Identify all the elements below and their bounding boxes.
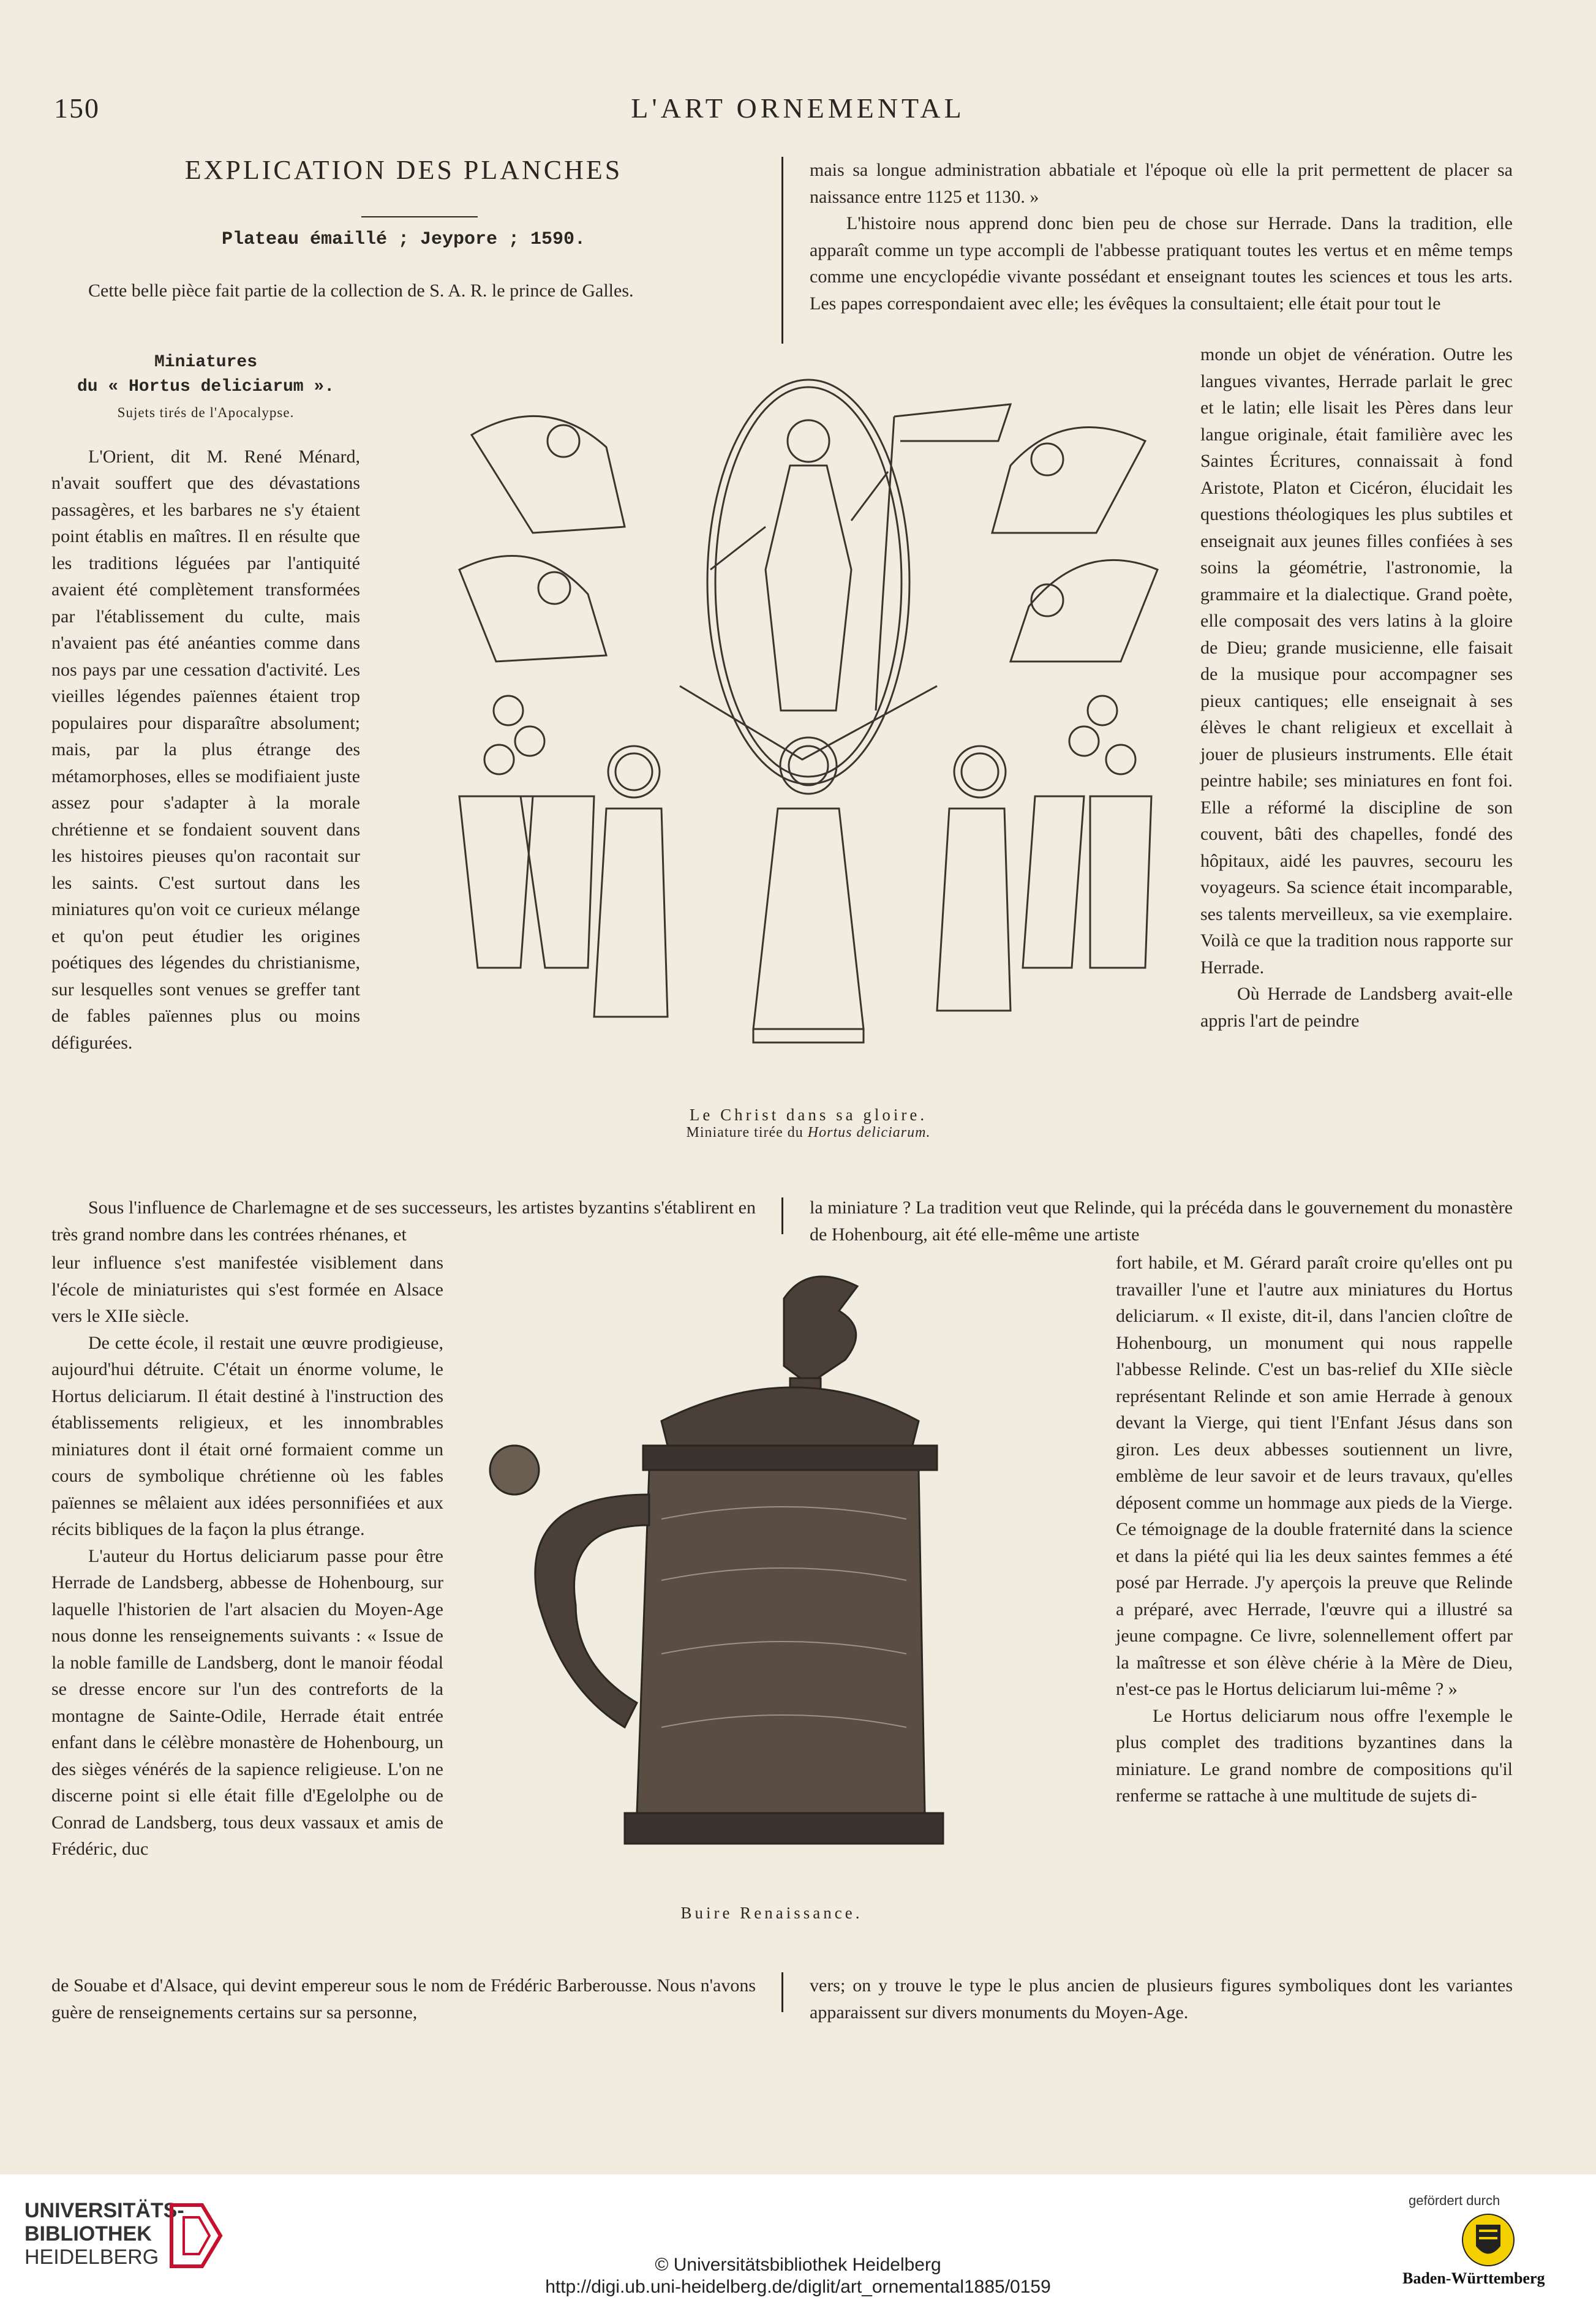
paragraph: fort habile, et M. Gérard paraît croire qu'elles ont pu travailler l'une et l'autre aux miniatures du Hortus deliciarum. « Il existe, dit-il, dans l'ancien cloître de Hohenbourg, un monument qui nous rappelle l'abbesse Relinde. C'est un bas-relief du XIIe siècle représentant Relinde et son amie Herrade à genoux devant la Vierge, qui tient l'Enfant Jésus dans son giron. Les deux abbesses soutiennent un livre, emblème de leur savoir et de leurs travaux, qu'elles déposent comme un hommage aux pieds de la Vierge. Ce témoignage de la double fraternité dans la science et dans la piété qui lia les deux saintes femmes a été posé par Herrade. J'y aperçois la preuve que Relinde a préparé, avec Herrade, l'œuvre qui a illustré sa jeune compagne. Ce livre, solennellement offert par la maîtresse et son élève chérie à la Mère de Dieu, n'est-ce pas le Hortus deliciarum lui-même ? » — [1116, 1253, 1513, 1699]
left-narrow-column — [51, 350, 360, 1056]
left-top-column — [51, 157, 756, 304]
christ-in-glory-illustration — [423, 368, 1194, 1084]
paragraph: L'auteur du Hortus deliciarum passe pour être Herrade de Landsberg, abbesse de Hohenbourg, sur laquelle l'historien de l'art alsacien du Moyen-Age nous donne les renseignements suivants : « Issue de la noble famille de Landsberg, dont le manoir féodal se dresse encore sur l'un des contreforts de la montagne de Sainte-Odile, Herrade était entrée enfant dans le célèbre monastère de Hohenbourg, un des sièges vénérés de la sapience religieuse. L'on ne discerne point si elle était fille d'Egelolphe ou de Conrad de Landsberg, tous deux vassaux et amis de Frédéric, duc — [51, 1545, 443, 1859]
paragraph: L'histoire nous apprend donc bien peu de chose sur Herrade. Dans la tradition, elle apparaît comme un type accompli de l'abbesse pratiquant toutes les vertus et en même temps comme une encyclopédie vivante possédant et enseignant toutes les sciences et tous les arts. Les papes correspondaient avec elle; les évêques la consultaient; elle était pour tout le — [810, 213, 1513, 314]
plate-title: Plateau émaillé ; Jeypore ; 1590. — [221, 228, 586, 250]
paragraph: Où Herrade de Landsberg avait-elle appris l'art de peindre — [1200, 984, 1513, 1031]
plate-text: Cette belle pièce fait partie de la collection de S. A. R. le prince de Galles. — [88, 281, 634, 301]
page-number: 150 — [54, 92, 100, 124]
miniatures-subtitle: Sujets tirés de l'Apocalypse. — [117, 405, 295, 420]
tankard-illustration — [441, 1262, 1102, 1899]
funded-by: gefördert durch — [1409, 2193, 1500, 2208]
miniatures-title: Miniatures — [154, 353, 258, 372]
christ-caption-title: Le Christ dans sa gloire. — [689, 1106, 928, 1124]
permalink[interactable]: http://digi.ub.uni-heidelberg.de/diglit/art_ornemental1885/0159 — [545, 2277, 1051, 2297]
christ-caption-subtitle: Miniature tirée du Hortus deliciarum. — [686, 1125, 931, 1141]
lower-left-column — [51, 1250, 443, 1863]
tankard-drawing — [441, 1262, 1102, 1899]
library-logo-line1: UNIVERSITÄTS- — [24, 2199, 184, 2222]
copyright-text: © Universitätsbibliothek Heidelberg — [655, 2255, 941, 2275]
column-rule — [781, 157, 783, 344]
paragraph: vers; on y trouve le type le plus ancien de plusieurs figures symboliques dont les variantes apparaissent sur divers monuments du Moyen-Age. — [810, 1975, 1513, 2023]
miniature-drawing — [423, 368, 1194, 1084]
library-logo-line3: HEIDELBERG — [24, 2245, 159, 2269]
paragraph: leur influence s'est manifestée visiblement dans l'école de miniaturistes qui s'est formée en Alsace vers le XIIe siècle. — [51, 1253, 443, 1326]
paragraph: De cette école, il restait une œuvre prodigieuse, aujourd'hui détruite. C'était un énorme volume, le Hortus deliciarum. Il était destiné à l'instruction des établissements religieux, et les innombrables miniatures dont il était orné formaient comme un cours de symbolique chrétienne où les fables païennes se mêlaient aux idées personnifiées et aux récits bibliques de la façon la plus étrange. — [51, 1332, 443, 1539]
christ-caption — [423, 1106, 1194, 1141]
miniatures-title-line2: du « Hortus deliciarum ». — [77, 377, 335, 396]
paragraph: monde un objet de vénération. Outre les langues vivantes, Herrade parlait le grec et le latin; elle lisait les Pères dans leur langue originale, était familière avec les Saintes Écritures, connaissait à fond Aristote, Platon et Cicéron, élucidait les questions théologiques les plus subtiles et enseignait aux jeunes filles confiées à ses soins la géométrie, l'astronomie, la grammaire et la dialectique. Grand poète, elle composait des vers latins à la gloire de Dieu; grande musicienne, elle faisait de la musique pour accompagner ses pieux cantiques; elle enseignait à ses élèves le chant religieux et excellait à jouer de plusieurs instruments. Elle était peintre habile; ses miniatures en font foi. Elle a réformé la discipline de son couvent, bâti des chapelles, fondé des hôpitaux, aidé les pauvres, secouru les voyageurs. Sa science était incomparable, ses talents merveilleux, sa vie exemplaire. Voilà ce que la tradition nous rapporte sur Herrade. — [1200, 344, 1513, 978]
running-title: L'ART ORNEMENTAL — [631, 92, 965, 124]
title-rule — [361, 216, 478, 217]
right-top-column — [810, 157, 1513, 317]
paragraph: mais sa longue administration abbatiale et l'époque où elle la prit permettent de placer sa naissance entre 1125 et 1130. » — [810, 160, 1513, 207]
lower-right-column — [1116, 1250, 1513, 1809]
column-rule — [781, 1972, 783, 2012]
right-narrow-column — [1200, 341, 1513, 1034]
coat-of-arms-icon — [1461, 2212, 1516, 2271]
section-title: EXPLICATION DES PLANCHES — [184, 155, 623, 185]
paragraph: L'Orient, dit M. René Ménard, n'avait souffert que des dévastations passagères, et les barbares ne s'y étaient point établis en maîtres. Il en résulte que les traditions léguées par l'antiquité avaient été complètement transformées par l'établissement du culte, mais n'avaient pas été anéanties comme dans nos pays par une cessation d'activité. Les vieilles légendes païennes étaient trop populaires pour disparaître absolument; mais, par la plus étrange des métamorphoses, elles se modifiaient juste assez pour s'adapter à la morale chrétienne et se fondaient souvent dans les histoires pieuses qu'on racontait sur les saints. C'est surtout dans les miniatures qu'on voit ce curieux mélange et qu'on peut étudier les origines poétiques des légendes du christianisme, sur lesquelles sont venues se greffer tant de fables païennes plus ou moins défigurées. — [51, 446, 360, 1053]
tankard-caption — [441, 1904, 1102, 1923]
paragraph: Sous l'influence de Charlemagne et de ses successeurs, les artistes byzantins s'établirent en très grand nombre dans les contrées rhénanes, et — [51, 1197, 756, 1245]
state-name: Baden-Württemberg — [1402, 2269, 1545, 2287]
paragraph: la miniature ? La tradition veut que Relinde, qui la précéda dans le gouvernement du monastère de Hohenbourg, ait été elle-même une artiste — [810, 1197, 1513, 1245]
library-logo-line2: BIBLIOTHEK — [24, 2222, 152, 2245]
tankard-caption-title: Buire Renaissance. — [680, 1904, 863, 1922]
footer-copyright — [0, 2254, 1596, 2298]
paragraph: Le Hortus deliciarum nous offre l'exemple le plus complet des traditions byzantines dans la miniature. Le grand nombre de compositions qu'il renferme se rattache à une multitude de sujets di- — [1116, 1705, 1513, 1806]
column-rule — [781, 1197, 783, 1234]
paragraph: de Souabe et d'Alsace, qui devint empereur sous le nom de Frédéric Barberousse. Nous n'avons guère de renseignements certains sur sa personne, — [51, 1975, 756, 2023]
